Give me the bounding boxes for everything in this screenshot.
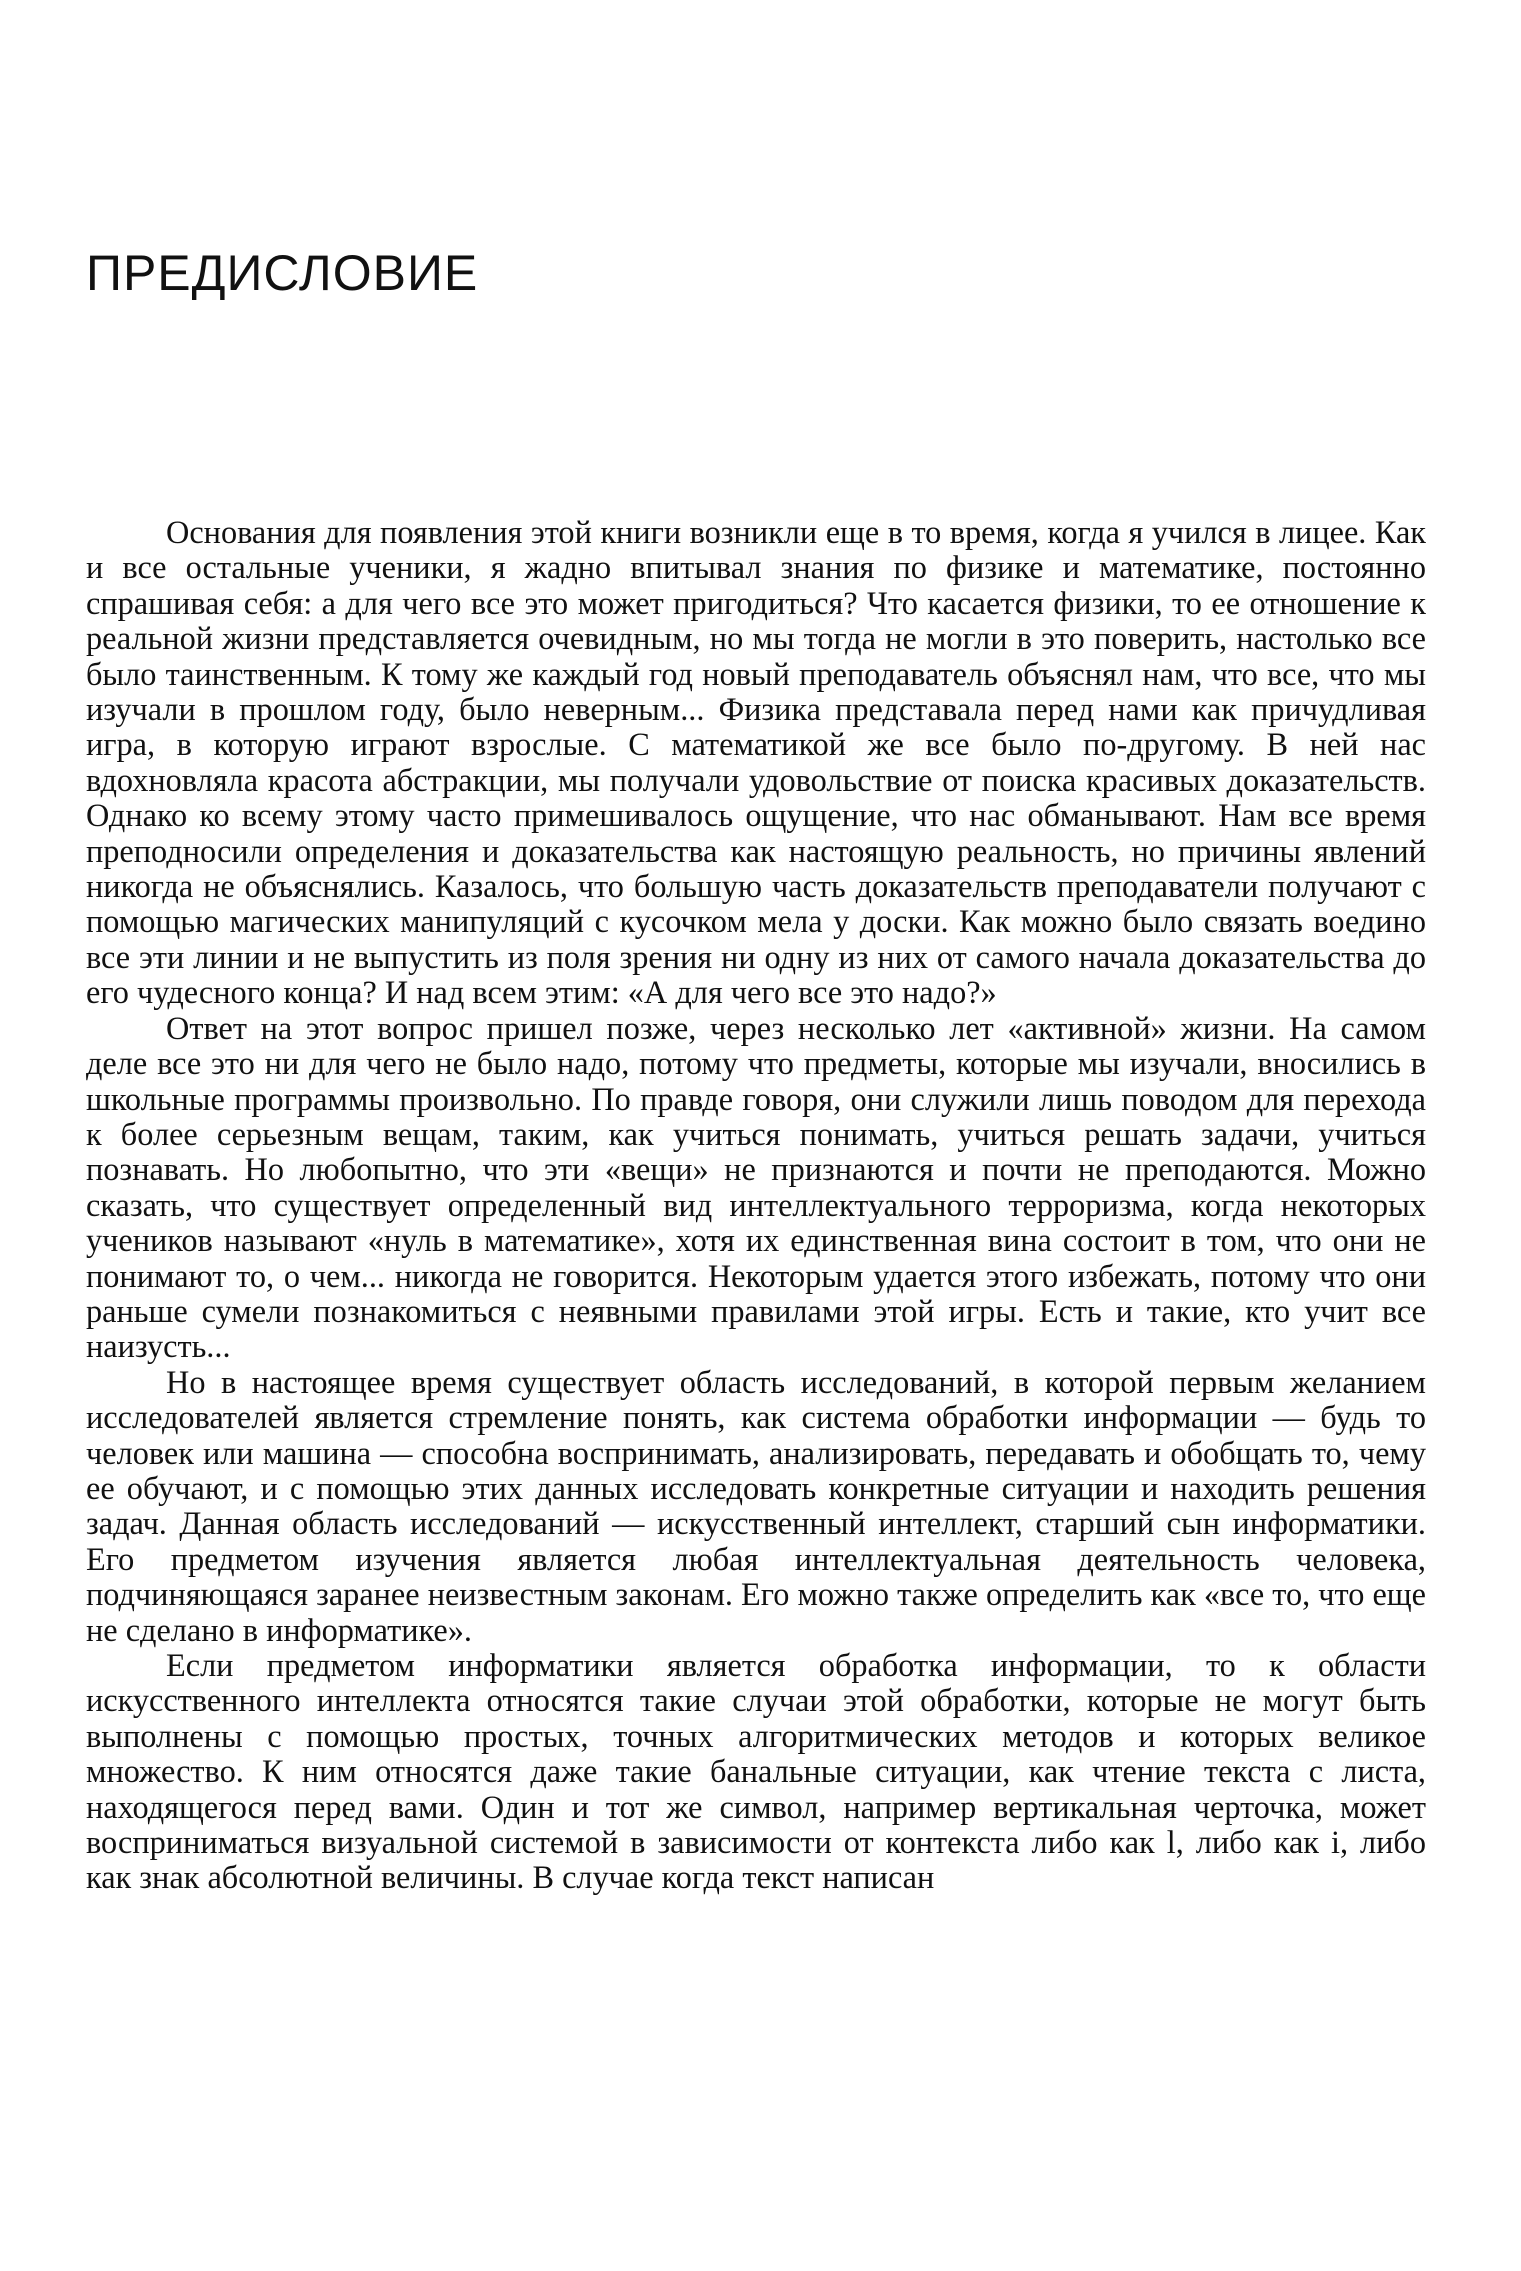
paragraph-4: Если предметом информатики является обработка информации, то к области искусственного интеллекта относятся такие случаи этой обработки, которые не могут быть выполнены с помощью простых, точных алгоритмических методов и которых великое множество. К ним относятся даже такие банальные ситуации, как чтение текста с листа, находящегося перед вами. Один и тот же символ, например вертикальная черточка, может восприниматься визуальной системой в зависимости от контекста либо как l, либо как i, либо как знак абсолютной величины. В случае когда текст написан: [86, 1647, 1426, 1896]
paragraph-2: Ответ на этот вопрос пришел позже, через несколько лет «активной» жизни. На самом деле все это ни для чего не было надо, потому что предметы, которые мы изучали, вносились в школьные программы произвольно. По правде говоря, они служили лишь поводом для перехода к более серьезным вещам, таким, как учиться понимать, учиться решать задачи, учиться познавать. Но любопытно, что эти «вещи» не признаются и почти не преподаются. Можно сказать, что существует определенный вид интеллектуального терроризма, когда некоторых учеников называют «нуль в математике», хотя их единственная вина состоит в том, что они не понимают то, о чем... никогда не говорится. Некоторым удается этого избежать, потому что они раньше сумели познакомиться с неявными правилами этой игры. Есть и такие, кто учит все наизусть...: [86, 1009, 1426, 1365]
page-title: ПРЕДИСЛОВИЕ: [86, 245, 479, 301]
body-text: [86, 515, 1426, 1896]
paragraph-1: Основания для появления этой книги возникли еще в то время, когда я учился в лицее. Как и все остальные ученики, я жадно впитывал знания по физике и математике, постоянно спрашивая себя: а для чего все это может пригодиться? Что касается физики, то ее отношение к реальной жизни представляется очевидным, но мы тогда не могли в это поверить, настолько все было таинственным. К тому же каждый год новый преподаватель объяснял нам, что все, что мы изучали в прошлом году, было неверным... Физика представала перед нами как причудливая игра, в которую играют взрослые. С математикой же все было по-другому. В ней нас вдохновляла красота абстракции, мы получали удовольствие от поиска красивых доказательств. Однако ко всему этому часто примешивалось ощущение, что нас обманывают. Нам все время преподносили определения и доказательства как настоящую реальность, но причины явлений никогда не объяснялись. Казалось, что большую часть доказательств преподаватели получают с помощью магических манипуляций с кусочком мела у доски. Как можно было связать воедино все эти линии и не выпустить из поля зрения ни одну из них от самого начала доказательства до его чудесного конца? И над всем этим: «А для чего все это надо?»: [86, 514, 1426, 1011]
paragraph-3: Но в настоящее время существует область исследований, в которой первым желанием исследователей является стремление понять, как система обработки информации — будь то человек или машина — способна воспринимать, анализировать, передавать и обобщать то, чему ее обучают, и с помощью этих данных исследовать конкретные ситуации и находить решения задач. Данная область исследований — искусственный интеллект, старший сын информатики. Его предметом изучения является любая интеллектуальная деятельность человека, подчиняющаяся заранее неизвестным законам. Его можно также определить как «все то, что еще не сделано в информатике».: [86, 1363, 1426, 1648]
